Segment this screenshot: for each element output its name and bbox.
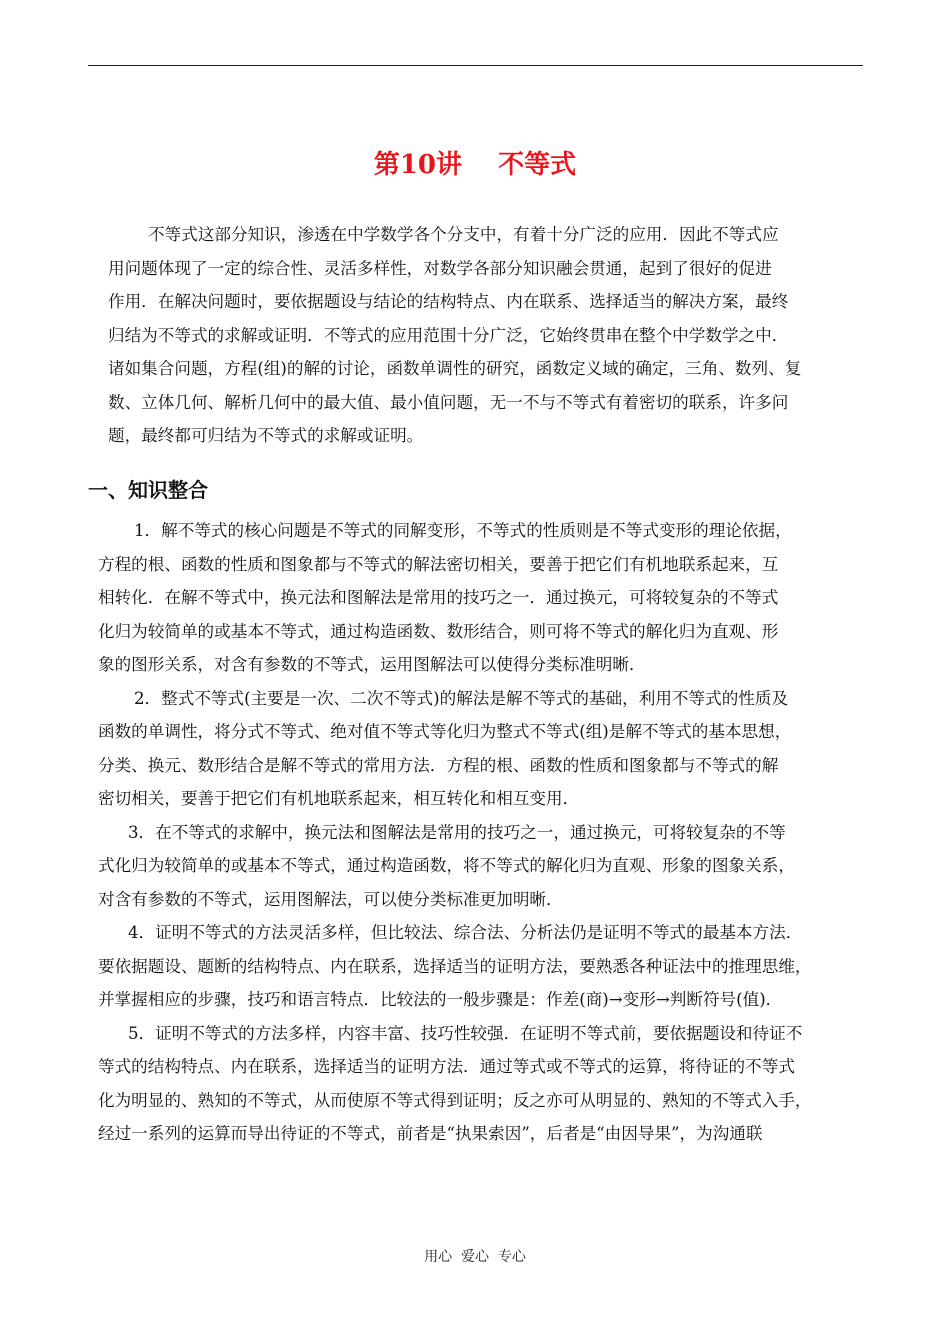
- item-5-line: 化为明显的、熟知的不等式，从而使原不等式得到证明；反之亦可从明显的、熟知的不等式入手，: [98, 1090, 812, 1110]
- intro-line: 不等式这部分知识，渗透在中学数学各个分支中，有着十分广泛的应用．因此不等式应: [148, 225, 779, 244]
- page-footer: 用心 爱心 专心: [424, 1249, 526, 1265]
- item-1-line: 相转化．在解不等式中，换元法和图解法是常用的技巧之一．通过换元，可将较复杂的不等式: [98, 588, 779, 607]
- item-5-line: 经过一系列的运算而导出待证的不等式，前者是“执果索因”，后者是“由因导果”，为沟通联: [98, 1124, 763, 1143]
- header-rule: [88, 65, 863, 66]
- item-4-line: 要依据题设、题断的结构特点、内在联系，选择适当的证明方法，要熟悉各种证法中的推理思维，: [98, 956, 812, 976]
- intro-line: 用问题体现了一定的综合性、灵活多样性，对数学各部分知识融会贯通，起到了很好的促进: [108, 258, 772, 278]
- item-1-line: 方程的根、函数的性质和图象都与不等式的解法密切相关，要善于把它们有机地联系起来，互: [98, 554, 779, 574]
- knowledge-section: [98, 514, 868, 1151]
- item-3-line: 3．在不等式的求解中，换元法和图解法是常用的技巧之一，通过换元，可将较复杂的不等: [128, 822, 786, 842]
- intro-line: 作用．在解决问题时，要依据题设与结论的结构特点、内在联系、选择适当的解决方案，最终: [108, 292, 789, 311]
- item-5-line: 等式的结构特点、内在联系，选择适当的证明方法．通过等式或不等式的运算，将待证的不等式: [98, 1057, 795, 1076]
- item-2-line: 分类、换元、数形结合是解不等式的常用方法．方程的根、函数的性质和图象都与不等式的解: [98, 755, 779, 775]
- page-title: 第10讲 不等式: [373, 150, 577, 180]
- intro-line: 归结为不等式的求解或证明．不等式的应用范围十分广泛，它始终贯串在整个中学数学之中．: [108, 325, 789, 345]
- item-2-line: 函数的单调性，将分式不等式、绝对值不等式等化归为整式不等式(组)是解不等式的基本思想，: [98, 722, 792, 741]
- intro-line: 题，最终都可归结为不等式的求解或证明。: [108, 426, 424, 445]
- item-1-line: 化归为较简单的或基本不等式，通过构造函数、数形结合，则可将不等式的解化归为直观、形: [98, 621, 779, 641]
- intro-line: 诸如集合问题，方程(组)的解的讨论，函数单调性的研究，函数定义域的确定，三角、数列、复: [108, 359, 802, 378]
- item-3-line: 式化归为较简单的或基本不等式，通过构造函数，将不等式的解化归为直观、形象的图象关系，: [98, 856, 795, 875]
- intro-paragraph: [108, 218, 868, 453]
- item-1-line: 象的图形关系，对含有参数的不等式，运用图解法可以使得分类标准明晰．: [98, 655, 646, 674]
- item-5-line: 5．证明不等式的方法多样，内容丰富、技巧性较强．在证明不等式前，要依据题设和待证不: [128, 1023, 803, 1043]
- item-1-line: 1．解不等式的核心问题是不等式的同解变形，不等式的性质则是不等式变形的理论依据，: [134, 521, 792, 540]
- item-2-line: 2．整式不等式(主要是一次、二次不等式)的解法是解不等式的基础，利用不等式的性质及: [134, 688, 789, 708]
- intro-line: 数、立体几何、解析几何中的最大值、最小值问题，无一不与不等式有着密切的联系，许多问: [108, 392, 789, 412]
- item-4-line: 4．证明不等式的方法灵活多样，但比较法、综合法、分析法仍是证明不等式的最基本方法．: [128, 923, 803, 942]
- section-heading: 一、知识整合: [88, 478, 208, 502]
- item-2-line: 密切相关，要善于把它们有机地联系起来，相互转化和相互变用．: [98, 789, 580, 808]
- item-3-line: 对含有参数的不等式，运用图解法，可以使分类标准更加明晰．: [98, 889, 563, 909]
- item-4-line: 并掌握相应的步骤，技巧和语言特点．比较法的一般步骤是：作差(商)→变形→判断符号(值)．: [98, 990, 783, 1009]
